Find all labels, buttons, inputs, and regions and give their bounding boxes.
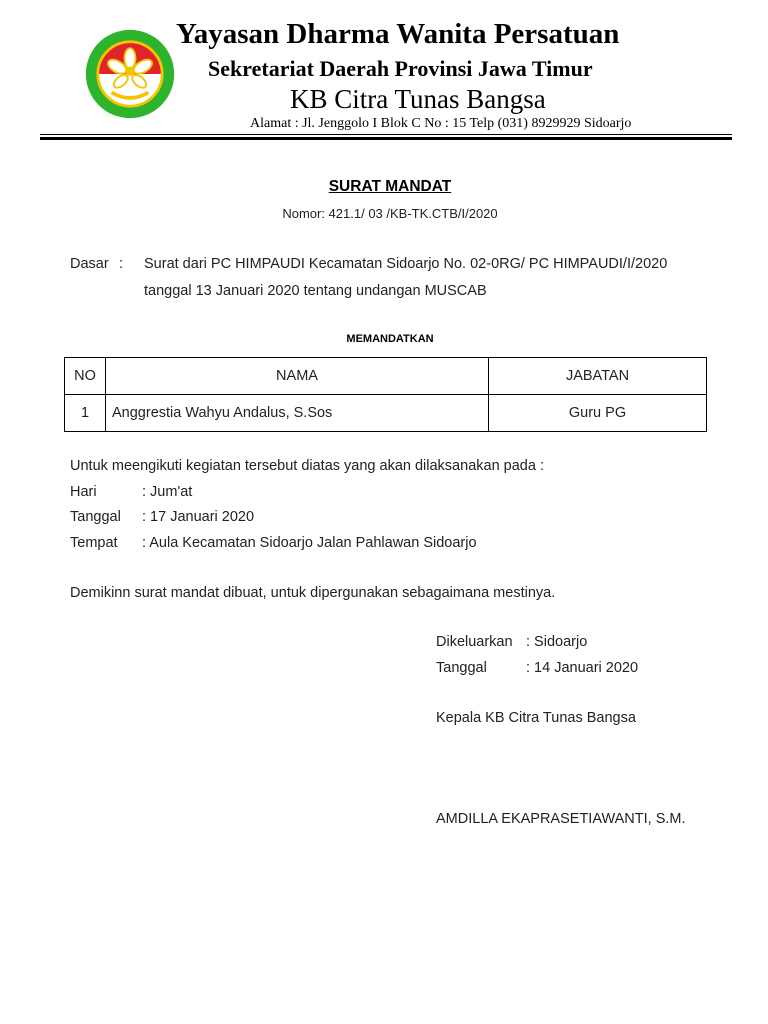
event-intro: Untuk meengikuti kegiatan tersebut diatas yang akan dilaksanakan pada :: [70, 458, 544, 474]
issued-value: : Sidoarjo: [526, 634, 588, 650]
document-number: Nomor: 421.1/ 03 /KB-TK.CTB/I/2020: [282, 206, 498, 221]
issued-label: Dikeluarkan: [436, 634, 513, 650]
dharma-wanita-emblem-icon: [84, 28, 176, 120]
header-no: NO: [65, 358, 106, 395]
table-header-row: [65, 358, 707, 395]
mandate-heading: MEMANDATKAN: [346, 333, 434, 345]
org-subtitle: Sekretariat Daerah Provinsi Jawa Timur: [208, 56, 593, 81]
header-rule-thin: [40, 134, 732, 135]
mandate-table: [64, 357, 707, 432]
event-day-value: : Jum'at: [142, 484, 193, 500]
document-title: SURAT MANDAT: [328, 178, 452, 195]
org-unit: KB Citra Tunas Bangsa: [290, 84, 546, 114]
header-name: NAMA: [106, 358, 489, 395]
org-name: Yayasan Dharma Wanita Persatuan: [176, 18, 620, 50]
signature-date-label: Tanggal: [436, 660, 487, 676]
table-row: [65, 395, 707, 432]
cell-no: 1: [65, 395, 106, 432]
event-place-value: : Aula Kecamatan Sidoarjo Jalan Pahlawan Sidoarjo: [142, 535, 477, 551]
basis-line-2: tanggal 13 Januari 2020 tentang undangan MUSCAB: [144, 283, 487, 299]
basis-line-1: Surat dari PC HIMPAUDI Kecamatan Sidoarjo No. 02-0RG/ PC HIMPAUDI/I/2020: [144, 256, 668, 272]
header-rule-thick: [40, 137, 732, 140]
signatory-name: AMDILLA EKAPRASETIAWANTI, S.M.: [436, 811, 686, 827]
event-date-value: : 17 Januari 2020: [142, 509, 255, 525]
org-address: Alamat : Jl. Jenggolo I Blok C No : 15 Telp (031) 8929929 Sidoarjo: [250, 116, 632, 131]
event-place-label: Tempat: [70, 535, 118, 551]
header-position: JABATAN: [489, 358, 707, 395]
event-date-label: Tanggal: [70, 509, 121, 525]
closing-statement: Demikinn surat mandat dibuat, untuk dipergunakan sebagaimana mestinya.: [70, 585, 556, 601]
cell-name: Anggrestia Wahyu Andalus, S.Sos: [106, 395, 489, 432]
cell-position: Guru PG: [489, 395, 707, 432]
signature-date-value: : 14 Januari 2020: [526, 660, 639, 676]
basis-separator: :: [119, 256, 124, 272]
basis-label: Dasar: [70, 256, 109, 272]
event-day-label: Hari: [70, 484, 97, 500]
signatory-position: Kepala KB Citra Tunas Bangsa: [436, 710, 636, 726]
